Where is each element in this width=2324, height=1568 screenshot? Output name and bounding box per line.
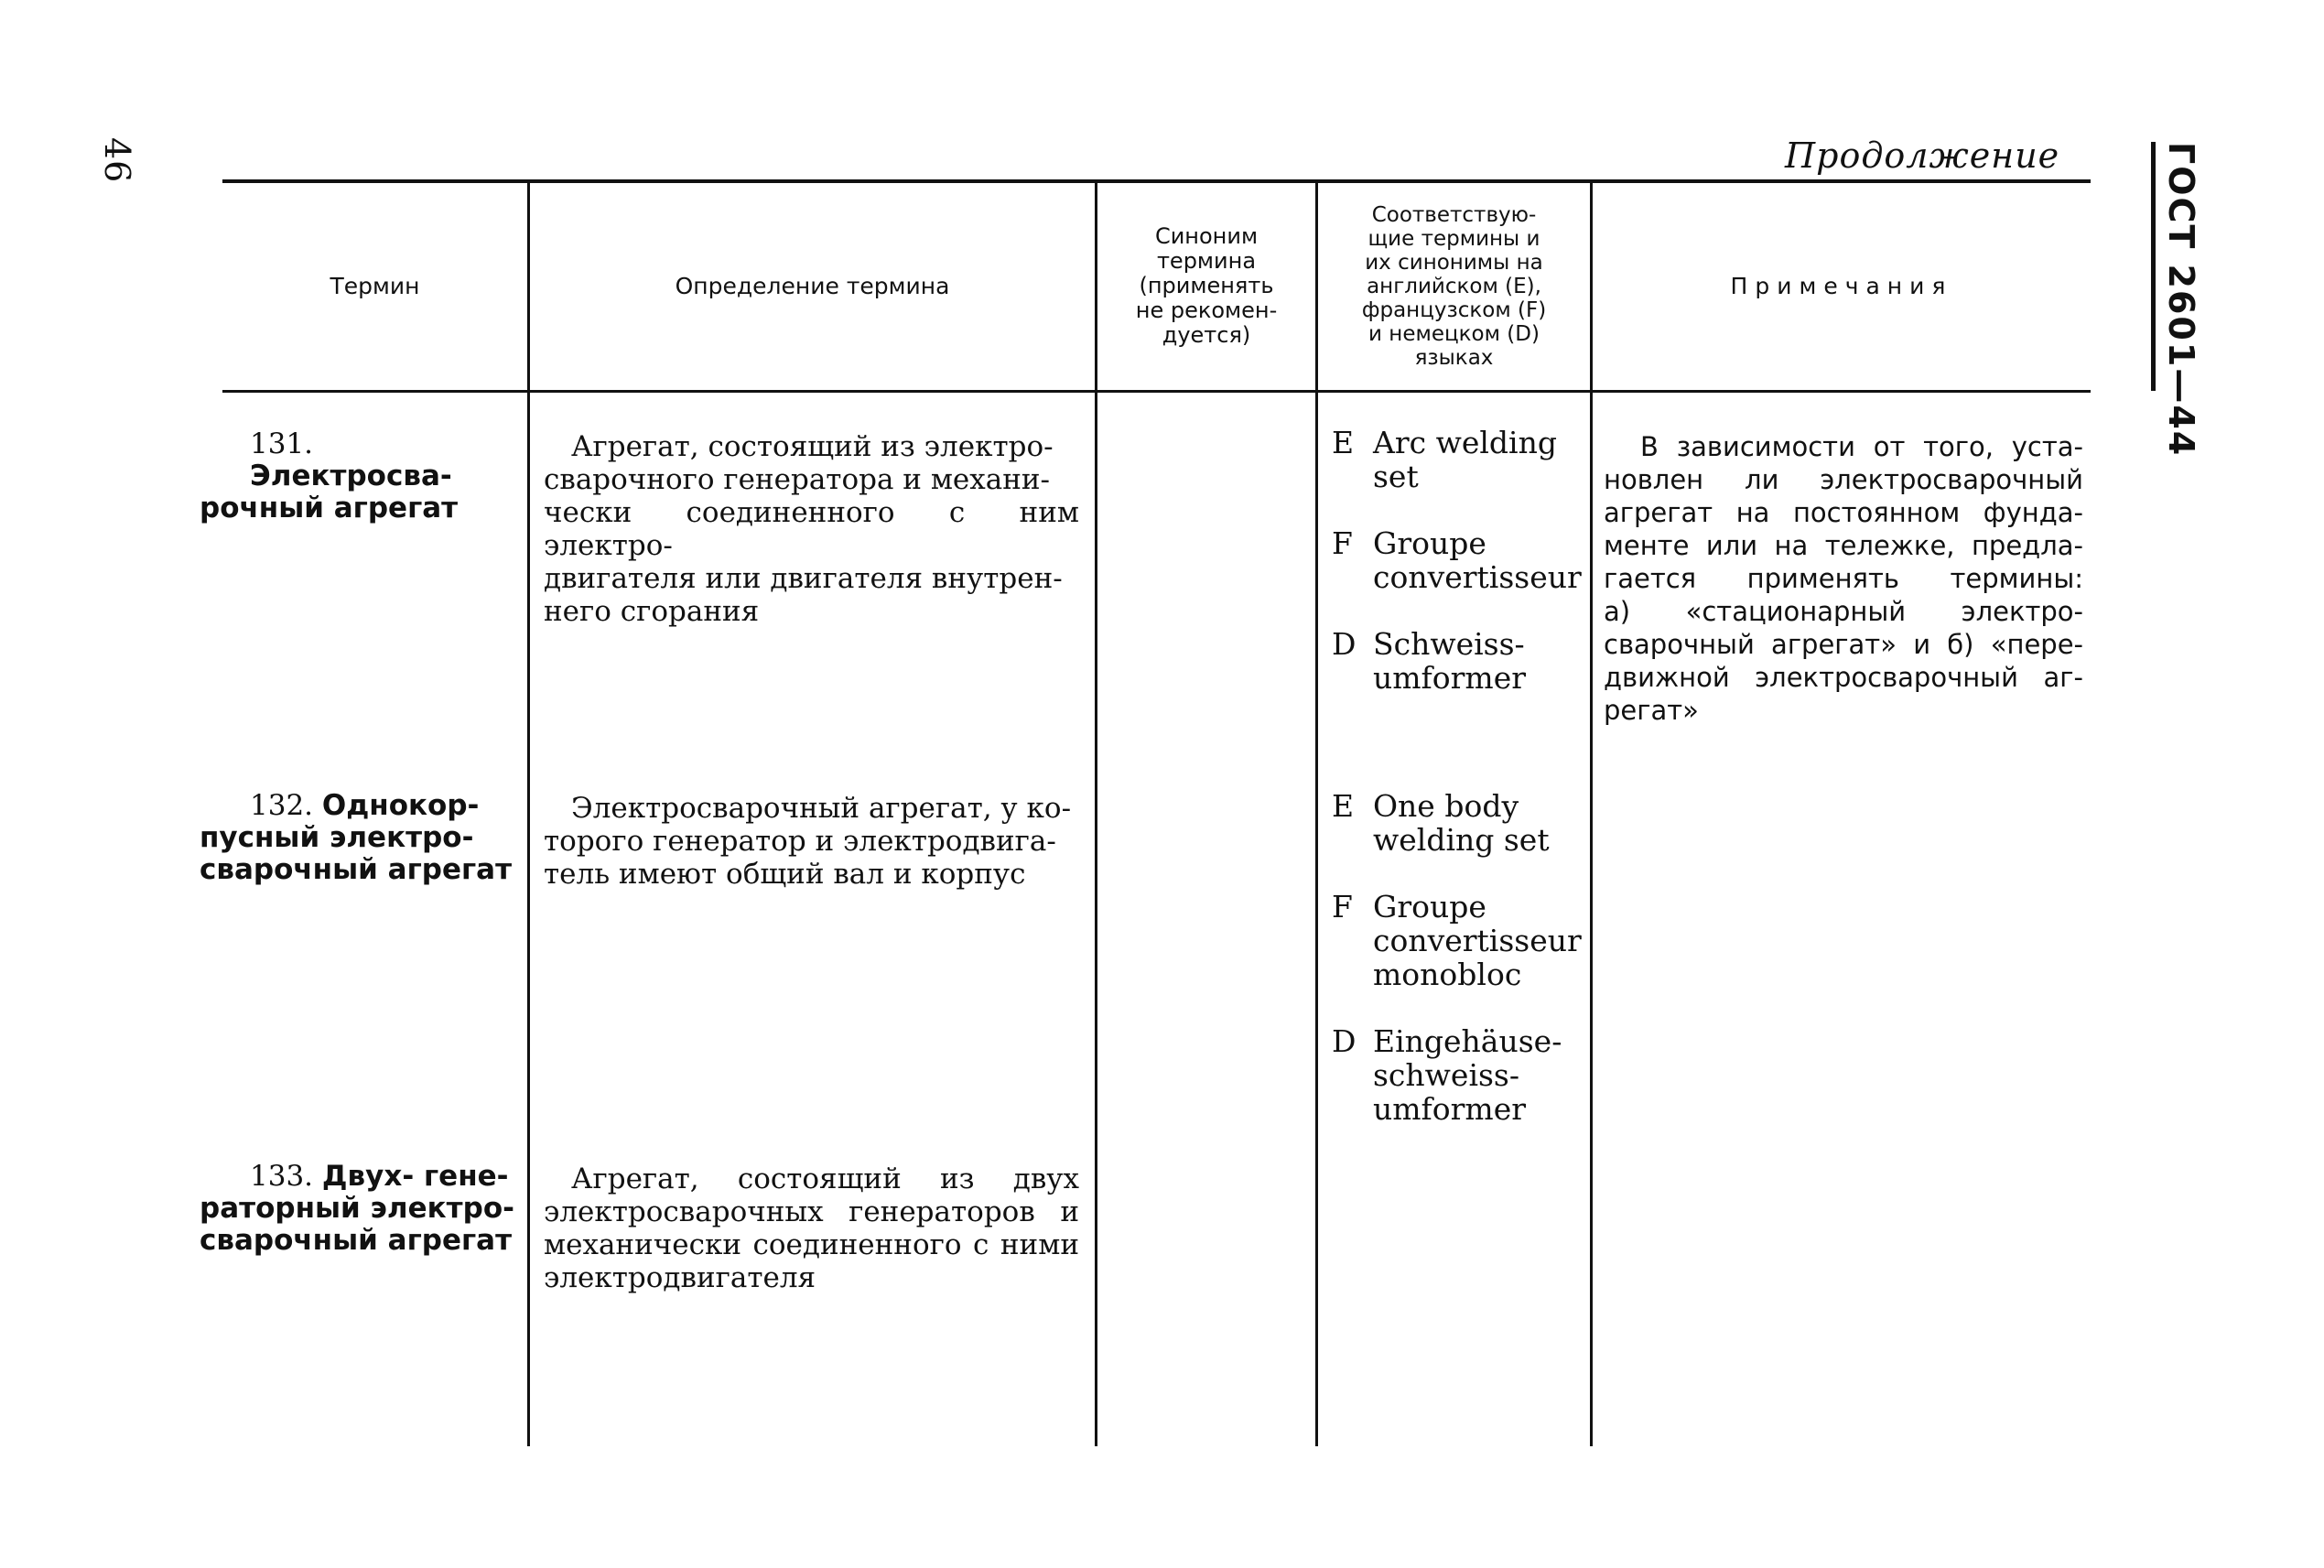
header-equivalents: Соответствую- щие термины и их синонимы на английском (E), французском (F) и немецком (D) языках xyxy=(1361,202,1547,370)
equivalents-131 xyxy=(1332,426,1584,728)
header-bottom-rule xyxy=(222,390,2091,393)
term-name: Однокор- xyxy=(321,789,480,822)
term-131 xyxy=(200,428,515,524)
term-name: сварочный агрегат xyxy=(200,853,513,886)
side-rule xyxy=(2151,142,2156,391)
note-131: В зависимости от того, уста- новлен ли электросварочный агрегат на постоянном фунда- менте или на тележке, предла- гается применять термины: а) «стационарный электро- сварочный агрегат» и б) «пере- движной электросварочный аг- регат» xyxy=(1604,431,2083,726)
definition-131: Агрегат, состоящий из электро- сварочного генератора и механи- чески соединенного с ним электро- двигателя или двигателя внутрен- него сгорания xyxy=(544,430,1079,628)
equivalent-english: E One body welding set xyxy=(1332,788,1550,858)
term-number: 131. xyxy=(250,427,314,460)
term-number: 132. xyxy=(250,789,314,822)
equivalent-german: D Schweiss- umformer xyxy=(1332,626,1526,696)
header-term: Термин xyxy=(330,273,420,299)
equivalent-english: E Arc welding set xyxy=(1332,425,1557,494)
equivalent-french: F Groupe convertisseur xyxy=(1332,525,1582,595)
term-132 xyxy=(200,790,515,886)
equivalent-french: F Groupe convertisseur monobloc xyxy=(1332,889,1582,992)
header-notes: Примечания xyxy=(1730,273,1953,299)
term-133 xyxy=(200,1161,515,1257)
header-definition: Определение термина xyxy=(675,273,950,299)
definition-133: Агрегат, состоящий из двух электросварочных генераторов и механически соединенного с ними электродвигателя xyxy=(544,1162,1079,1294)
equivalents-132 xyxy=(1332,789,1584,1159)
continuation-label: Продолжение xyxy=(1785,135,2060,176)
equivalent-german: D Eingehäuse- schweiss- umformer xyxy=(1332,1023,1562,1127)
term-name: Двух- гене- xyxy=(321,1160,509,1193)
definition-132: Электросварочный агрегат, у ко- торого генератор и электродвига- тель имеют общий вал и корпус xyxy=(544,792,1072,891)
page-number: 46 xyxy=(97,137,137,184)
term-name: раторный электро- xyxy=(200,1192,514,1225)
term-name: пусный электро- xyxy=(200,821,474,854)
table-top-rule xyxy=(222,179,2091,183)
header-synonym: Синоним термина (применять не рекомен- дуется) xyxy=(1135,223,1278,348)
term-name: рочный агрегат xyxy=(200,492,459,524)
standard-code: ГОСТ 2601—44 xyxy=(2161,142,2201,458)
term-name: сварочный агрегат xyxy=(200,1224,513,1257)
term-number: 133. xyxy=(250,1160,314,1193)
term-name: Электросва- xyxy=(250,460,452,492)
